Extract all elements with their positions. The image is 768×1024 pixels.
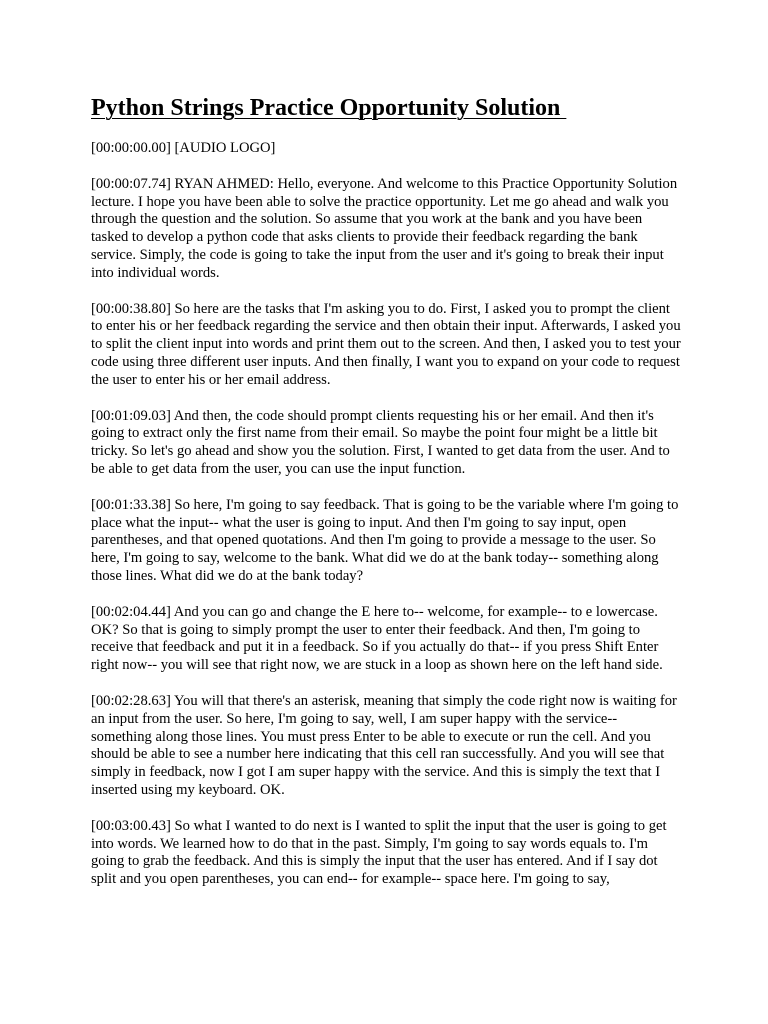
paragraph-email-task: [00:01:09.03] And then, the code should prompt clients requesting his or her email. And then it's going to extract only the first name from their email. So maybe the point four might be a little bit tricky. So let's go ahead and show you the solution. First, I wanted to get data from the user. And to be able to get data from the user, you can use the input function. — [91, 407, 670, 477]
paragraph-asterisk: [00:02:28.63] You will that there's an asterisk, meaning that simply the code right now is waiting for an input from the user. So here, I'm going to say, well, I am super happy with the service-- something along those lines. You must press Enter to be able to execute or run the cell. And you should be able to see a number here indicating that this cell ran successfully. And you will see that simply in feedback, now I got I am super happy with the service. And this is simply the text that I inserted using my keyboard. OK. — [91, 692, 677, 798]
document-title: Python Strings Practice Opportunity Solution — [91, 95, 567, 121]
paragraph-audio-logo: [00:00:00.00] [AUDIO LOGO] — [91, 140, 276, 156]
paragraph-split: [00:03:00.43] So what I wanted to do next is I wanted to split the input that the user is going to get into words. We learned how to do that in the past. Simply, I'm going to say words equals to. I'm going to grab the feedback. And this is simply the input that the user has entered. And if I say dot split and you open parentheses, you can end-- for example-- space here. I'm going to say, — [91, 817, 667, 888]
paragraph-feedback-variable: [00:01:33.38] So here, I'm going to say feedback. That is going to be the variable where I'm going to place what the input-- what the user is going to input. And then I'm going to say input, open parentheses, and that opened quotations. And then I'm going to provide a message to the user. So here, I'm going to say, welcome to the bank. What did we do at the bank today-- something along those lines. What did we do at the bank today? — [91, 496, 679, 584]
paragraph-intro: [00:00:07.74] RYAN AHMED: Hello, everyone. And welcome to this Practice Opportunity Solution lecture. I hope you have been able to solve the practice opportunity. Let me go ahead and walk you through the question and the solution. So assume that you work at the bank and you have been tasked to develop a python code that asks clients to provide their feedback regarding the bank service. Simply, the code is going to take the input from the user and it's going to break their input into individual words. — [91, 175, 678, 281]
paragraph-tasks: [00:00:38.80] So here are the tasks that I'm asking you to do. First, I asked you to prompt the client to enter his or her feedback regarding the service and then obtain their input. Afterwards, I asked you to split the client input into words and print them out to the screen. And then, I asked you to test your code using three different user inputs. And then finally, I want you to expand on your code to request the user to enter his or her email address. — [91, 300, 681, 388]
paragraph-lowercase: [00:02:04.44] And you can go and change the E here to-- welcome, for example-- to e lowercase. OK? So that is going to simply prompt the user to enter their feedback. And then, I'm going to receive that feedback and put it in a feedback. So if you actually do that-- if you press Shift Enter right now-- you will see that right now, we are stuck in a loop as shown here on the left hand side. — [91, 603, 663, 674]
document-page — [91, 94, 681, 907]
